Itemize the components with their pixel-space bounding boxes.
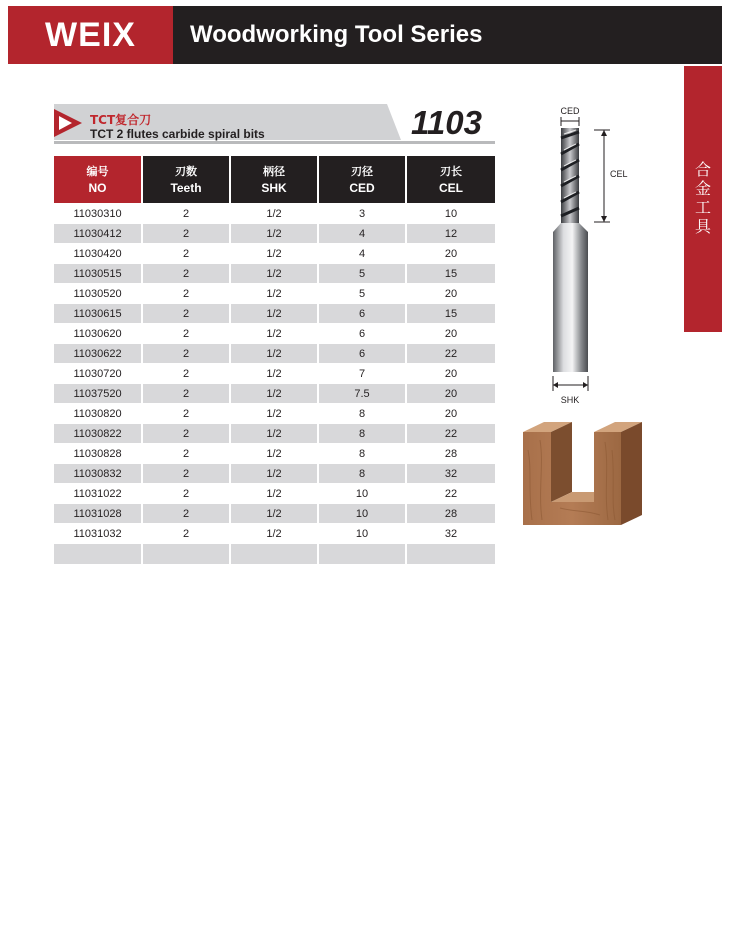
table-row [54,364,495,384]
cell-teeth: 2 [142,324,230,344]
brand-logo-box [8,6,173,64]
table-row [54,444,495,464]
product-name-en: TCT 2 flutes carbide spiral bits [90,127,265,141]
cell-teeth: 2 [142,244,230,264]
shk-dimension-label: SHK [560,395,580,405]
cell-shk: 1/2 [230,324,318,344]
cell-cel: 28 [406,444,495,464]
cell-shk: 1/2 [230,244,318,264]
page-header [8,6,722,64]
table-row [54,524,495,544]
brand-logo: WEIX [45,15,136,54]
column-header-cel: 刃长 CEL [406,156,495,204]
cell-teeth: 2 [142,484,230,504]
cell-shk: 1/2 [230,364,318,384]
cell-teeth: 2 [142,364,230,384]
cell-ced: 8 [318,444,406,464]
wood-groove-illustration [520,420,645,530]
model-number: 1103 [411,104,482,141]
tool-shank [553,232,588,372]
cell-no: 11030520 [54,284,142,304]
cell-ced: 10 [318,504,406,524]
table-row [54,244,495,264]
cell-no: 11030310 [54,204,142,224]
cell-empty [54,544,142,565]
spec-table [54,156,495,564]
cell-cel: 10 [406,204,495,224]
table-body [54,204,495,565]
cell-cel: 20 [406,244,495,264]
cell-no: 11031022 [54,484,142,504]
cell-shk: 1/2 [230,484,318,504]
cell-no: 11037520 [54,384,142,404]
cell-no: 11030412 [54,224,142,244]
cell-shk: 1/2 [230,524,318,544]
cell-cel: 22 [406,484,495,504]
cell-teeth: 2 [142,284,230,304]
column-header-ced: 刃径 CED [318,156,406,204]
cell-teeth: 2 [142,444,230,464]
cell-cel: 12 [406,224,495,244]
cell-cel: 32 [406,464,495,484]
category-side-tab [684,66,722,332]
cell-teeth: 2 [142,524,230,544]
cell-ced: 6 [318,304,406,324]
cell-no: 11030822 [54,424,142,444]
cell-teeth: 2 [142,384,230,404]
cell-cel: 20 [406,284,495,304]
cell-cel: 15 [406,304,495,324]
table-row [54,464,495,484]
cell-cel: 32 [406,524,495,544]
cell-ced: 10 [318,524,406,544]
table-row [54,404,495,424]
cell-shk: 1/2 [230,504,318,524]
ced-dimension-label: CED [560,106,580,116]
cell-cel: 28 [406,504,495,524]
cell-shk: 1/2 [230,344,318,364]
cell-shk: 1/2 [230,424,318,444]
cell-no: 11030620 [54,324,142,344]
table-row [54,344,495,364]
cell-cel: 20 [406,324,495,344]
cell-no: 11030615 [54,304,142,324]
cell-teeth: 2 [142,264,230,284]
table-row [54,324,495,344]
cell-ced: 4 [318,224,406,244]
table-row [54,224,495,244]
cell-ced: 8 [318,404,406,424]
cell-teeth: 2 [142,424,230,444]
cell-ced: 7.5 [318,384,406,404]
cell-no: 11030828 [54,444,142,464]
cell-shk: 1/2 [230,464,318,484]
cell-no: 11030832 [54,464,142,484]
cell-cel: 15 [406,264,495,284]
cell-cel: 22 [406,344,495,364]
table-row [54,424,495,444]
cell-ced: 8 [318,464,406,484]
column-header-teeth: 刃数 Teeth [142,156,230,204]
table-row [54,304,495,324]
cell-ced: 7 [318,364,406,384]
column-header-no: 编号 NO [54,156,142,204]
cell-teeth: 2 [142,224,230,244]
cell-no: 11030720 [54,364,142,384]
table-row-empty [54,544,495,565]
table-row [54,204,495,224]
cell-no: 11031032 [54,524,142,544]
product-name-cn: TCT复合刀 [90,113,152,127]
cell-shk: 1/2 [230,204,318,224]
category-side-tab-label: 合金工具 [694,160,711,236]
cell-teeth: 2 [142,404,230,424]
cell-no: 11030420 [54,244,142,264]
table-row [54,484,495,504]
cell-empty [230,544,318,565]
cell-teeth: 2 [142,344,230,364]
cell-no: 11030515 [54,264,142,284]
cell-shk: 1/2 [230,444,318,464]
cell-no: 11030622 [54,344,142,364]
product-banner [54,104,495,146]
cell-no: 11030820 [54,404,142,424]
cell-teeth: 2 [142,504,230,524]
cell-ced: 6 [318,344,406,364]
cell-shk: 1/2 [230,264,318,284]
cell-cel: 22 [406,424,495,444]
cell-ced: 10 [318,484,406,504]
cell-shk: 1/2 [230,284,318,304]
cell-ced: 5 [318,284,406,304]
column-header-shk: 柄径 SHK [230,156,318,204]
cell-ced: 8 [318,424,406,444]
cell-ced: 6 [318,324,406,344]
table-row [54,284,495,304]
cell-shk: 1/2 [230,404,318,424]
cell-ced: 5 [318,264,406,284]
cell-teeth: 2 [142,464,230,484]
cell-cel: 20 [406,404,495,424]
cell-ced: 4 [318,244,406,264]
cell-teeth: 2 [142,304,230,324]
cel-dimension-label: CEL [610,169,628,179]
table-row [54,384,495,404]
series-title: Woodworking Tool Series [190,21,483,48]
cell-shk: 1/2 [230,224,318,244]
table-header-row [54,156,495,204]
cell-shk: 1/2 [230,304,318,324]
cell-teeth: 2 [142,204,230,224]
cell-ced: 3 [318,204,406,224]
cell-shk: 1/2 [230,384,318,404]
cell-empty [142,544,230,565]
cell-cel: 20 [406,364,495,384]
table-row [54,264,495,284]
cell-empty [406,544,495,565]
cell-empty [318,544,406,565]
cell-cel: 20 [406,384,495,404]
table-row [54,504,495,524]
cell-no: 11031028 [54,504,142,524]
router-bit-diagram [518,104,648,409]
